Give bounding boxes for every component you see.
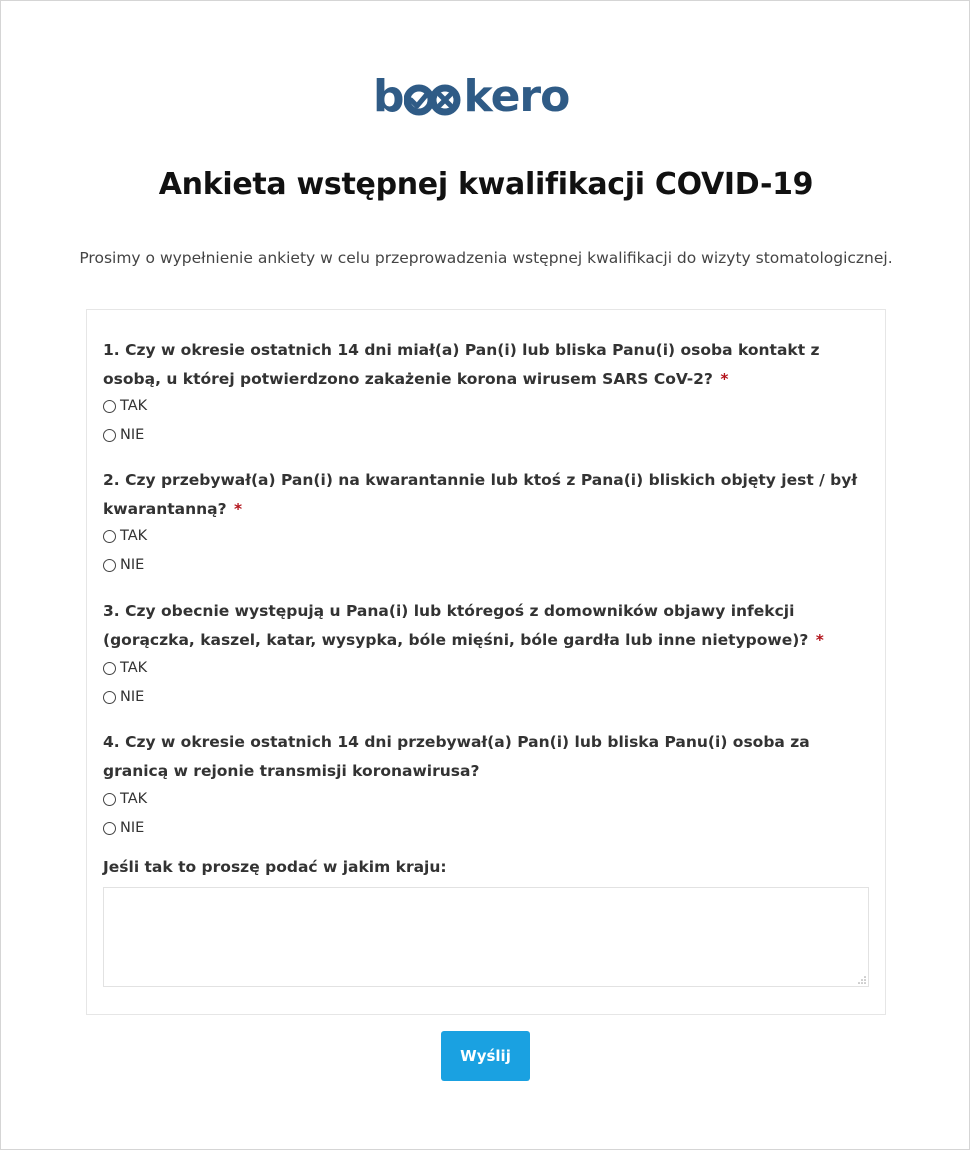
page-title: Ankieta wstępnej kwalifikacji COVID-19 (158, 167, 814, 202)
radio-button[interactable] (103, 400, 116, 413)
required-mark: * (815, 631, 824, 649)
country-textarea[interactable] (103, 887, 869, 987)
question-2-option-tak[interactable] (103, 526, 147, 546)
logo-suffix: kero (463, 71, 570, 122)
question-1-option-tak[interactable] (103, 396, 147, 416)
question-2-text: 2. Czy przebywał(a) Pan(i) na kwarantannie lub ktoś z Pana(i) bliskich objęty jest / był kwarantanną? (103, 471, 858, 518)
option-label: NIE (120, 689, 145, 705)
bookero-logo (373, 73, 569, 121)
country-field-label: Jeśli tak to proszę podać w jakim kraju: (103, 858, 447, 876)
radio-button[interactable] (103, 822, 116, 835)
radio-button[interactable] (103, 691, 116, 704)
survey-form (86, 309, 886, 1015)
radio-button[interactable] (103, 793, 116, 806)
option-label: TAK (120, 398, 148, 414)
option-label: TAK (120, 791, 148, 807)
question-3-option-nie[interactable] (103, 687, 144, 707)
question-1 (103, 336, 863, 394)
intro-text: Prosimy o wypełnienie ankiety w celu przeprowadzenia wstępnej kwalifikacji do wizyty stomatologicznej. (79, 249, 893, 267)
option-label: NIE (120, 820, 145, 836)
option-label: TAK (120, 528, 148, 544)
question-2 (103, 466, 863, 524)
required-mark: * (720, 370, 729, 388)
question-4-option-tak[interactable] (103, 789, 147, 809)
radio-button[interactable] (103, 429, 116, 442)
option-label: NIE (120, 557, 145, 573)
submit-button[interactable]: Wyślij (441, 1031, 530, 1081)
option-label: TAK (120, 660, 148, 676)
option-label: NIE (120, 427, 145, 443)
question-1-text: 1. Czy w okresie ostatnich 14 dni miał(a) Pan(i) lub bliska Panu(i) osoba kontakt z osobą, u której potwierdzono zakażenie korona wirusem SARS CoV-2? (103, 341, 820, 388)
radio-button[interactable] (103, 530, 116, 543)
radio-button[interactable] (103, 662, 116, 675)
radio-button[interactable] (103, 559, 116, 572)
required-mark: * (234, 500, 243, 518)
resize-grip-icon[interactable] (858, 976, 866, 984)
question-4-option-nie[interactable] (103, 818, 144, 838)
question-2-option-nie[interactable] (103, 555, 144, 575)
question-3-option-tak[interactable] (103, 658, 147, 678)
question-1-option-nie[interactable] (103, 425, 144, 445)
question-4-text: 4. Czy w okresie ostatnich 14 dni przebywał(a) Pan(i) lub bliska Panu(i) osoba za granicą w rejonie transmisji koronawirusa? (103, 733, 810, 780)
question-3 (103, 597, 863, 655)
question-3-text: 3. Czy obecnie występują u Pana(i) lub któregoś z domowników objawy infekcji (gorączka, kaszel, katar, wysypka, bóle mięśni, bóle gardła lub inne nietypowe)? (103, 602, 809, 649)
question-4 (103, 728, 863, 786)
logo-prefix: b (373, 71, 404, 122)
check-x-logo-icon (404, 73, 464, 121)
